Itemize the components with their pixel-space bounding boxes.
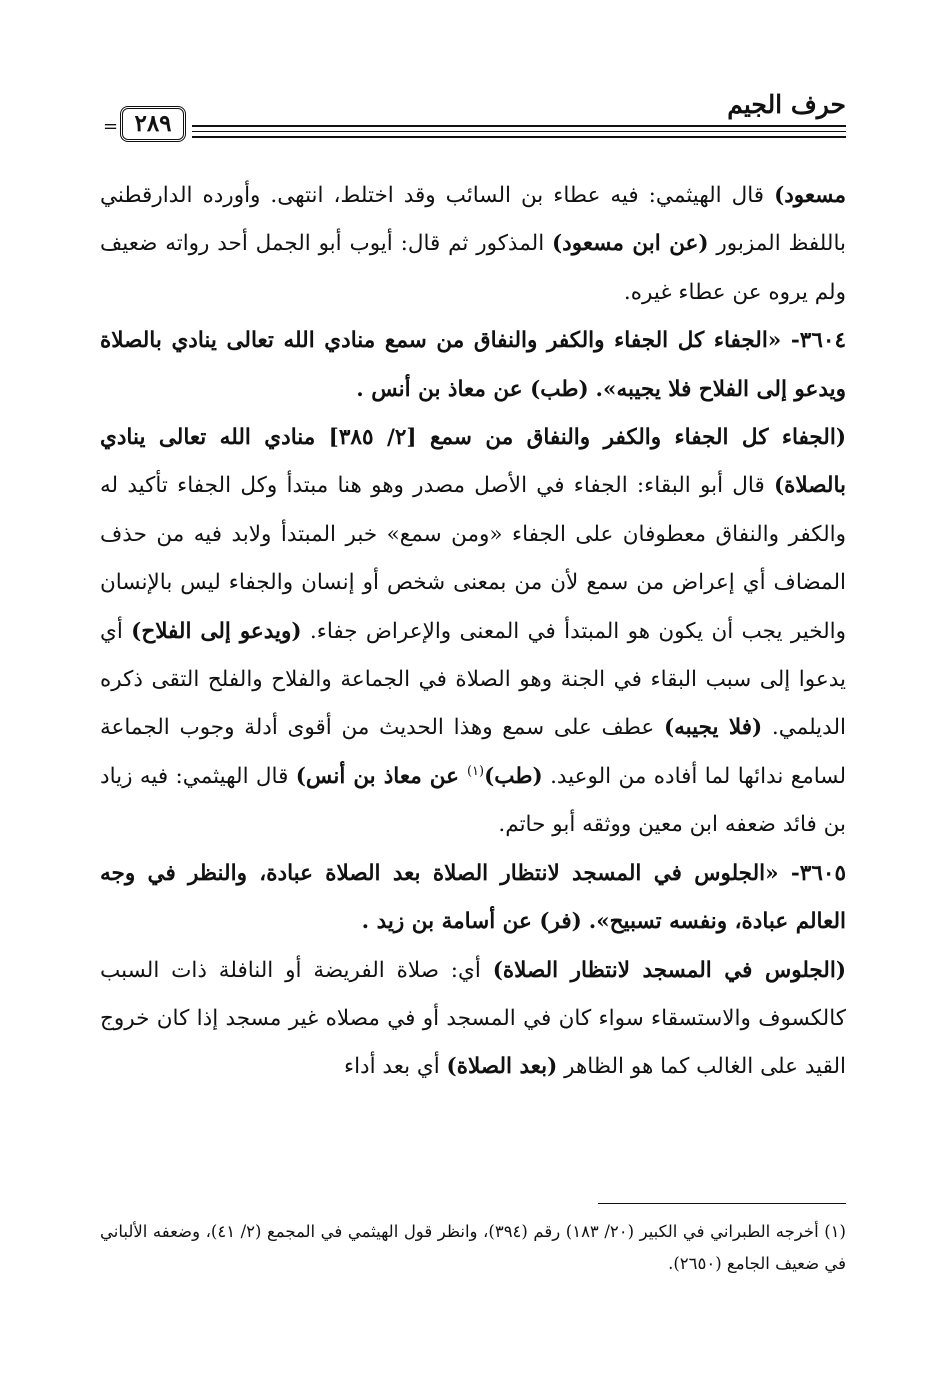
body-text: أي يدعوا إلى سبب البقاء في الجنة وهو الصلاة في الجماعة والفلاح والفلح التقى ذكره الديلمي. bbox=[100, 618, 846, 741]
footnotes bbox=[100, 1216, 846, 1280]
body-text: المذكور ثم قال: أيوب أبو الجمل أحد رواته ضعيف ولم يروه عن عطاء غيره. bbox=[100, 231, 846, 305]
page-number: ٢٨٩ bbox=[120, 106, 186, 142]
commentary-3604 bbox=[100, 414, 846, 850]
hadith-3605 bbox=[100, 850, 846, 947]
commentary-3605 bbox=[100, 947, 846, 1092]
header-rule bbox=[192, 131, 846, 132]
hadith-text: ٣٦٠٥- «الجلوس في المسجد لانتظار الصلاة بعد الصلاة عبادة، والنظر في وجه العالم عبادة، ونفسه تسبيح». bbox=[100, 860, 846, 935]
body-text bbox=[582, 909, 589, 934]
paragraph-1 bbox=[100, 172, 846, 317]
footnote-1: (١) أخرجه الطبراني في الكبير (٢٠/ ١٨٣) رقم (٣٩٤)، وانظر قول الهيثمي في المجمع (٢/ ٤١)، وضعفه الألباني في ضعيف الجامع (٢٦٥٠). bbox=[100, 1222, 846, 1273]
header-rule bbox=[192, 136, 846, 138]
footnote-ref[interactable]: (١) bbox=[466, 763, 485, 779]
bold-text: مسعود) bbox=[774, 183, 846, 208]
body-text: أي: صلاة الفريضة أو النافلة ذات السبب كالكسوف والاستسقاء سواء كان في المسجد أو في مصلاه غير مسجد إذا كان خروج القيد على الغالب كما هو الظاهر bbox=[100, 957, 846, 1080]
footnote-divider bbox=[598, 1203, 846, 1204]
body-text: قال الهيثمي: فيه عطاء بن السائب وقد اختلط، انتهى. وأورده الدارقطني باللفظ المزبور bbox=[100, 183, 846, 257]
page-mark: = bbox=[103, 116, 119, 137]
hadith-source: (فر) عن أسامة بن زيد . bbox=[361, 909, 582, 935]
page-header bbox=[100, 78, 846, 158]
bold-text: عن معاذ بن أنس) bbox=[295, 763, 467, 789]
bold-text: (عن ابن مسعود) bbox=[552, 231, 709, 257]
body-text: عطف على سمع وهذا الحديث من أقوى أدلة وجوب الجماعة لسامع ندائها لما أفاده من الوعيد. bbox=[100, 715, 846, 789]
hadith-source: (طب) عن معاذ بن أنس . bbox=[356, 376, 589, 402]
bold-text: (فلا يجيبه) bbox=[663, 715, 763, 741]
header-rule bbox=[192, 125, 846, 127]
body-text: أي بعد أداء bbox=[343, 1054, 447, 1080]
main-text bbox=[100, 172, 846, 1092]
hadith-3604 bbox=[100, 317, 846, 414]
hadith-text: ٣٦٠٤- «الجفاء كل الجفاء والكفر والنفاق من سمع منادي الله تعالى ينادي بالصلاة ويدعو إلى الفلاح فلا يجيبه». bbox=[100, 328, 846, 402]
bold-text: (بعد الصلاة) bbox=[446, 1054, 558, 1080]
bold-text: (طب) bbox=[484, 763, 543, 789]
bold-text: (الجلوس في المسجد لانتظار الصلاة) bbox=[492, 957, 847, 983]
body-text bbox=[589, 377, 596, 402]
body-text: قال أبو البقاء: الجفاء في الأصل مصدر وهو هنا مبتدأ وكل الجفاء تأكيد له والكفر والنفاق معطوفان على الجفاء «ومن سمع» خبر المبتدأ ولابد فيه من حذف المضاف أي إعراض من سمع لأن من بمعنى شخص أو إنسان والجفاء ليس بالإنسان والخير يجب أن يكون هو المبتدأ في المعنى والإعراض جفاء. bbox=[100, 473, 846, 644]
bold-text: (الجفاء كل الجفاء والكفر والنفاق من سمع [٢/ ٣٨٥] منادي الله تعالى ينادي بالصلاة) bbox=[100, 425, 846, 499]
chapter-title: حرف الجيم bbox=[727, 90, 846, 119]
body-text: قال الهيثمي: فيه زياد بن فائد ضعفه ابن معين ووثقه أبو حاتم. bbox=[100, 763, 846, 838]
bold-text: (ويدعو إلى الفلاح) bbox=[131, 618, 302, 644]
